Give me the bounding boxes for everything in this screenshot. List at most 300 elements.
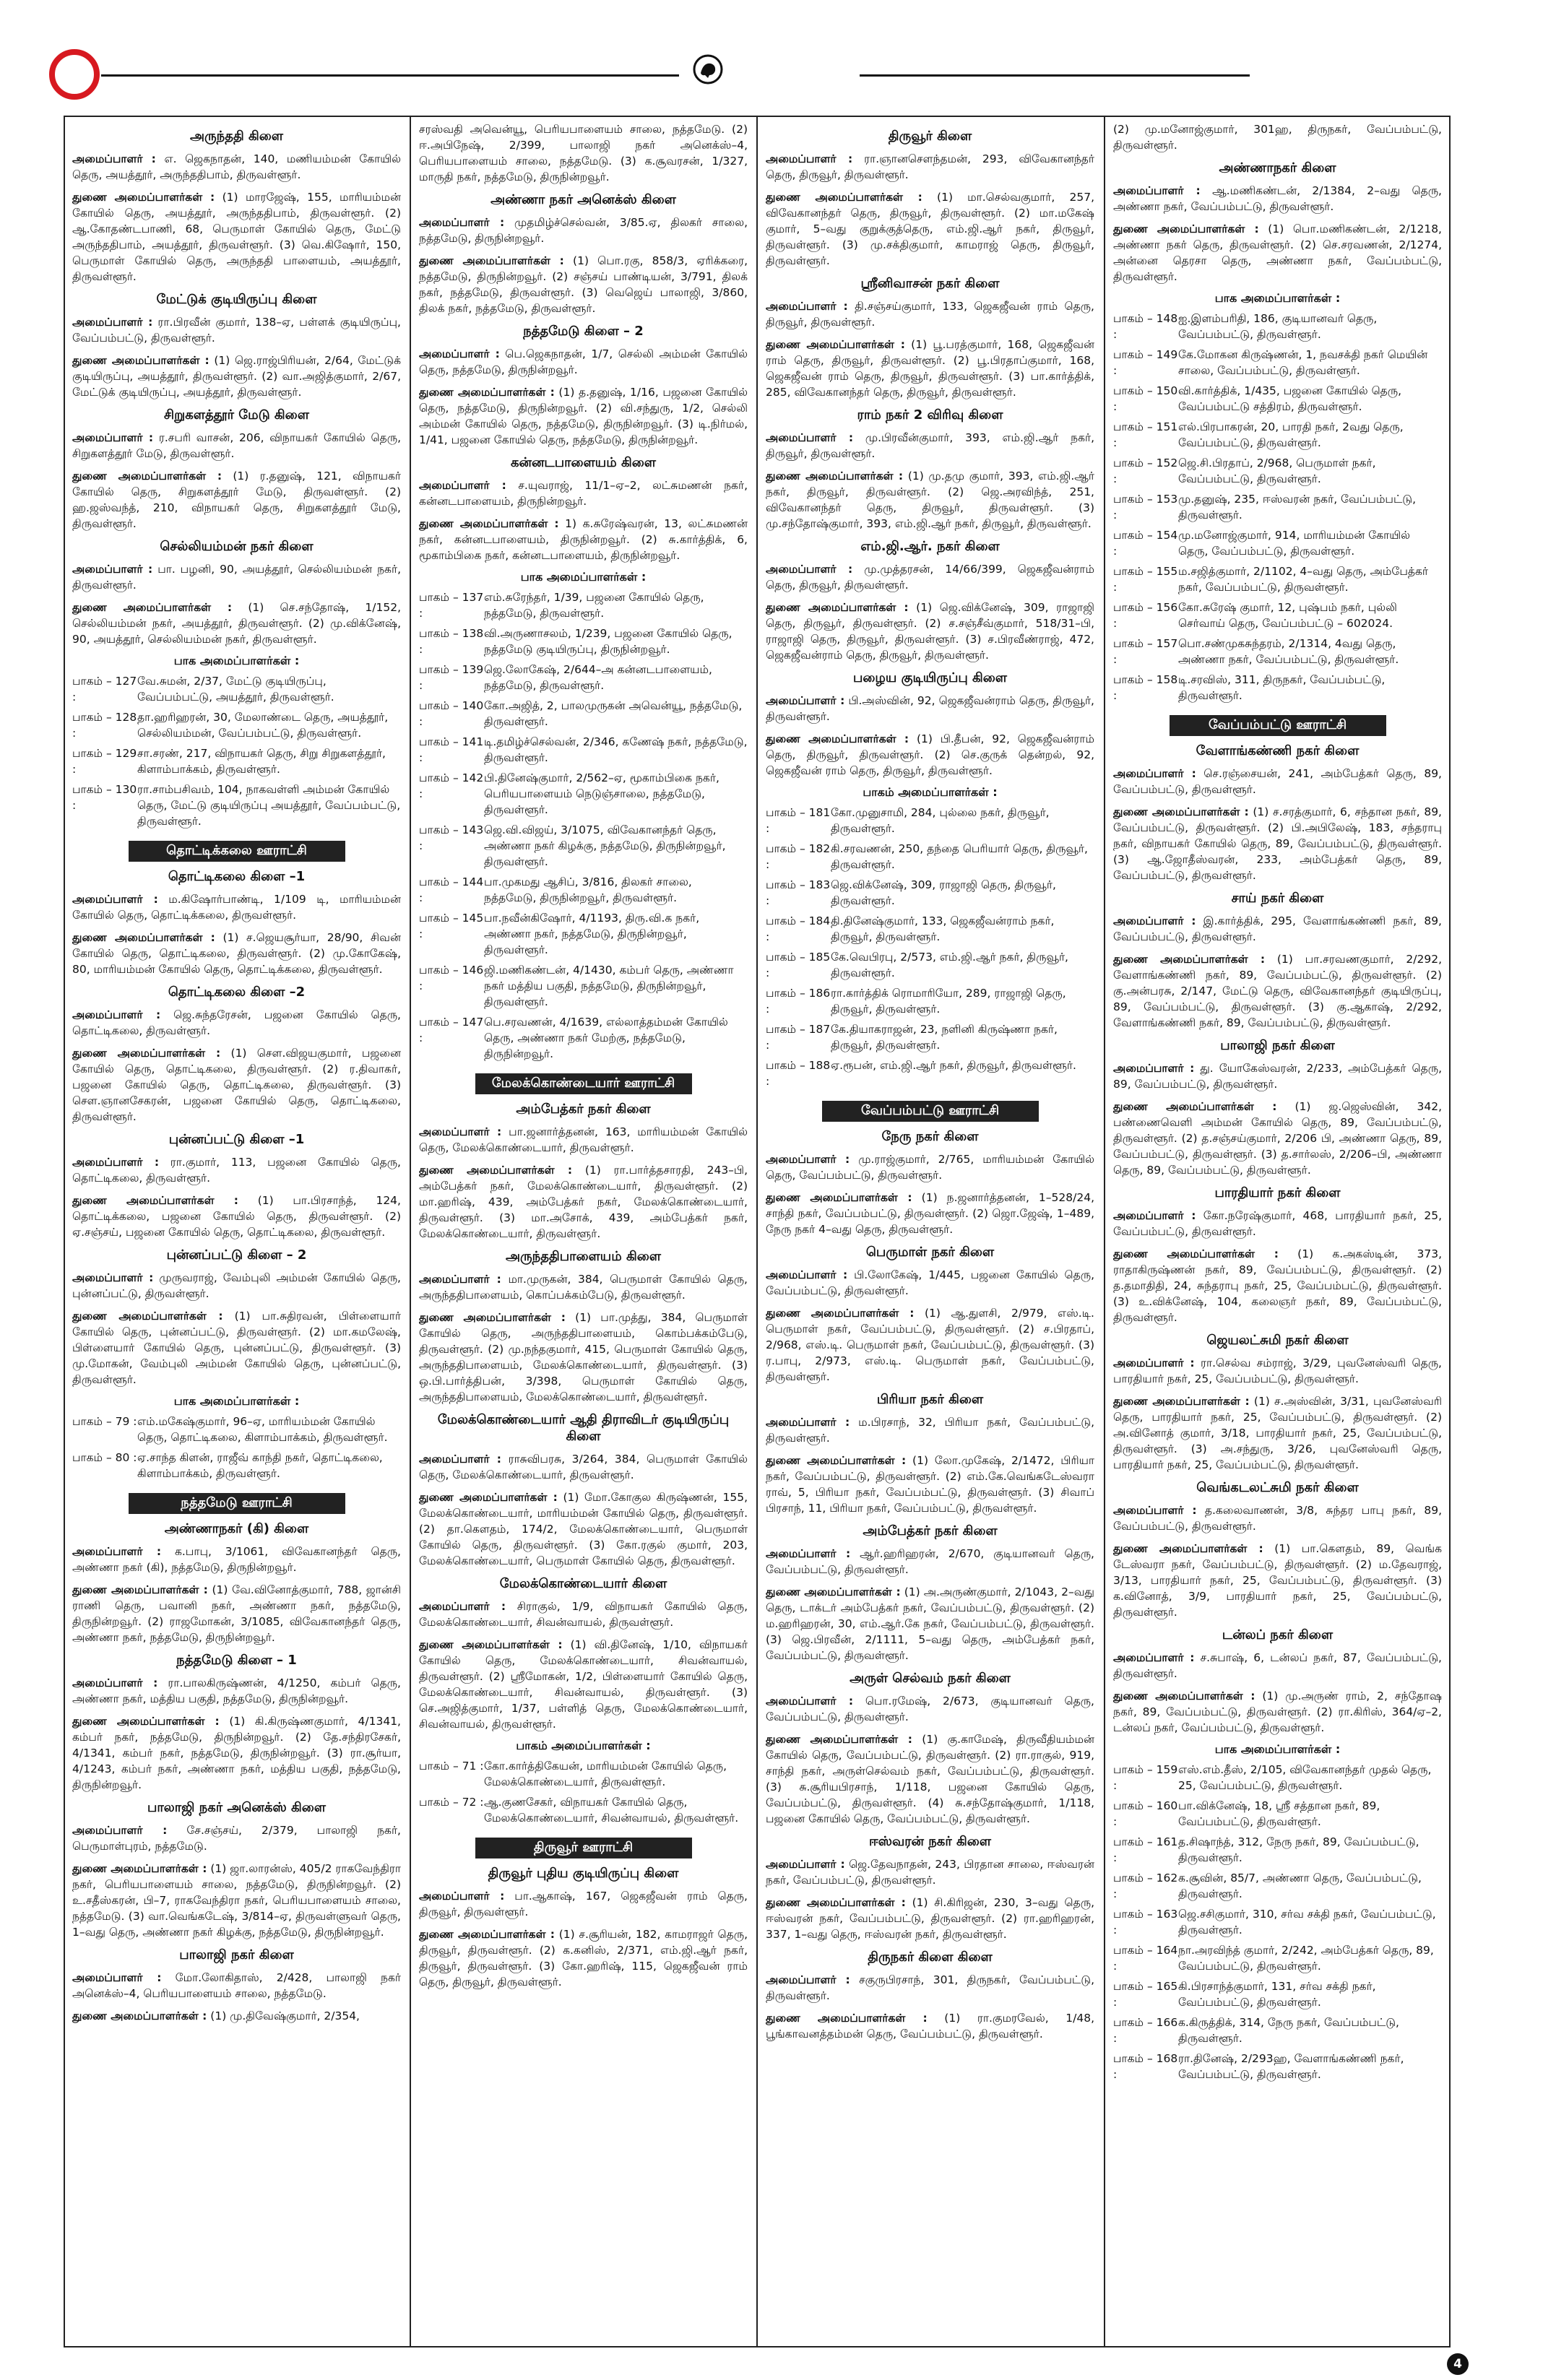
branch-heading: மேட்டுக் குடியிருப்பு கிளை [156, 292, 317, 307]
branch-heading: நத்தமேடு கிளை – 1 [176, 1653, 297, 1668]
entry-paragraph [766, 430, 1094, 462]
entry-text: ம.பிரசாந், 32, பிரியா நகர், வேப்பம்பட்டு, திருவள்ளூர். [766, 1416, 1094, 1445]
entry-text: (1) பொ.மணிகண்டன், 2/1218, அண்ணா நகர் தெரு, திருவள்ளூர். (2) செ.சரவணன், 2/1274, அன்னை தெரசா தெரு, அண்ணா நகர், வேப்பம்பட்டு, திருவள்ளூர். [1113, 222, 1442, 283]
branch-heading: டன்லப் நகர் கிளை [1222, 1627, 1334, 1643]
entry-role-label: அமைப்பாளர் : [72, 1971, 162, 1984]
branch-heading: அம்பேத்கர் நகர் கிளை [863, 1523, 998, 1539]
entry-paragraph [1113, 1502, 1442, 1534]
branch-heading: பாலாஜி நகர் அனெக்ஸ் கிளை [147, 1800, 327, 1815]
entry-text: (1) கி.கிருஷ்ணகுமார், 4/1341, கம்பர் நகர், நத்தமேடு, திருநின்றவூர். (2) தே.சந்திரசேகர், 4/1341, கம்பர் நகர், நத்தமேடு, திருநின்றவூர். (3) ரா.சூர்யா, 4/1243, கம்பர் நகர், அண்ணா நகர், மத்திய பகுதி, நத்தமேடு, திருநின்றவூர். [72, 1715, 401, 1791]
booth-entry-text: வி.அருணாசலம், 1/239, பஜனை கோயில் தெரு, நத்தமேடு குடியிருப்பு, திருநின்றவூர். [484, 627, 732, 656]
entry-paragraph [419, 477, 748, 509]
booth-entry [1113, 1870, 1442, 1902]
entry-role-label: அமைப்பாளர் : [766, 1268, 848, 1281]
entry-role-label: அமைப்பாளர் : [1113, 1651, 1195, 1664]
entry-text: ஜெ.சுந்தரேசன், பஜனை கோயில் தெரு, தொட்டிகலை, திருவள்ளூர். [72, 1008, 401, 1037]
entry-text: ரா.பாலகிருஷ்ணன், 4/1250, கம்பர் தெரு, அண்ணா நகர், மத்திய பகுதி, நத்தமேடு, திருநின்றவூர். [72, 1676, 401, 1705]
entry-paragraph [1113, 913, 1442, 945]
entry-text: ரா.பிரவீன் குமார், 138–ஏ, பள்ளக் குடியிருப்பு, வேப்பம்பட்டு, திருவள்ளூர். [72, 316, 401, 345]
panchayat-band-heading: தொட்டிக்கலை ஊராட்சி [129, 841, 345, 862]
branch-heading: பாரதியார் நகர் கிளை [1214, 1185, 1341, 1200]
entry-role-label: துணை அமைப்பாளர்கள் : [72, 1194, 238, 1207]
entry-paragraph [766, 1151, 1094, 1183]
entry-role-label: துணை அமைப்பாளர்கள் : [1113, 1542, 1263, 1555]
entry-paragraph [766, 1856, 1094, 1888]
entry-paragraph [72, 1822, 401, 1854]
booth-entry [419, 589, 748, 621]
panchayat-band-heading: நத்தமேடு ஊராட்சி [129, 1493, 345, 1514]
booth-entry [766, 985, 1094, 1017]
entry-text: (1) சி.கிரிஜன், 230, 3–வது தெரு, ஈஸ்வரன் நகர், வேப்பம்பட்டு, திருவள்ளூர். (2) ரா.ஹரிஹரன், 337, 1–வது தெரு, ஈஸ்வரன் நகர், திருவள்ளூர். [766, 1896, 1094, 1941]
entry-role-label: துணை அமைப்பாளர்கள் : [419, 386, 555, 399]
booth-number-label: பாகம் – 150 : [1113, 384, 1178, 413]
text-column-2 [419, 121, 748, 2339]
logo-circle-icon [49, 49, 100, 100]
booth-entry [72, 782, 401, 829]
booth-number-label: பாகம் – 166 : [1113, 2016, 1178, 2045]
entry-text: (1) ரா.குமரவேல், 1/48, பூங்காவனத்தம்மன் தெரு, வேப்பம்பட்டு, திருவள்ளூர். [766, 2012, 1094, 2041]
booth-entry-text: பா.விக்னேஷ், 18, ஸ்ரீ சத்தான நகர், 89, வேப்பம்பட்டு, திருவள்ளூர். [1178, 1799, 1380, 1828]
entry-role-label: துணை அமைப்பாளர்கள் : [419, 1491, 558, 1504]
booth-entry [1113, 1978, 1442, 2010]
entry-paragraph [1113, 1650, 1442, 1682]
booth-entry [766, 805, 1094, 836]
entry-role-label: அமைப்பாளர் : [1113, 184, 1201, 197]
booth-entry [1113, 1834, 1442, 1866]
entry-paragraph [72, 468, 401, 532]
branch-heading: வெங்கடலட்சுமி நகர் கிளை [1196, 1480, 1359, 1495]
entry-text: ரா.குமார், 113, பஜனை கோயில் தெரு, தொட்டிகலை, திருவள்ளூர். [72, 1156, 401, 1185]
entry-paragraph [72, 189, 401, 285]
booth-entry [419, 910, 748, 958]
entry-paragraph [419, 1888, 748, 1920]
booth-number-label: பாகம் – 149 : [1113, 348, 1178, 377]
subsection-heading: பாக அமைப்பாளர்கள் : [1214, 291, 1341, 305]
booth-entry [419, 698, 748, 730]
entry-role-label: அமைப்பாளர் : [1113, 767, 1196, 780]
booth-entry [1113, 672, 1442, 704]
entry-paragraph [1113, 766, 1442, 797]
entry-role-label: துணை அமைப்பாளர்கள் : [1113, 1395, 1250, 1408]
entry-text: மு.முத்தரசன், 14/66/399, ஜெகஜீவன்ராம் தெரு, திருவூர், திருவள்ளூர். [766, 563, 1094, 592]
booth-number-label: பாகம் – 181 : [766, 806, 831, 835]
booth-number-label: பாகம் – 79 : [72, 1415, 137, 1428]
booth-number-label: பாகம் – 165 : [1113, 1980, 1178, 2009]
entry-paragraph [72, 1713, 401, 1793]
booth-entry [766, 913, 1094, 945]
entry-text: (1) ர.தனுஷ், 121, விநாயகர் கோயில் தெரு, சிறுகளத்தூர் மேடு, திருவள்ளூர். (2) ஹ.ஜஸ்வந்த், 210, விநாயகர் தெரு, சிறுகளத்தூர் மேடு, திருவள்ளூர். [72, 469, 401, 530]
entry-text: இ.கார்த்திக், 295, வேளாங்கண்ணி நகர், 89, வேப்பம்பட்டு, திருவள்ளூர். [1113, 914, 1442, 943]
booth-entry-text: நா.அரவிந்த் குமார், 2/242, அம்பேத்கர் தெரு, 89, வேப்பம்பட்டு, திருவள்ளூர். [1178, 1944, 1434, 1973]
booth-entry [1113, 2051, 1442, 2082]
booth-entry-text: எஸ்.எம்.தீஸ், 2/105, விவேகானந்தர் முதல் தெரு, 25, வேப்பம்பட்டு, திருவள்ளூர். [1178, 1763, 1432, 1792]
booth-number-label: பாகம் – 187 : [766, 1023, 831, 1052]
booth-number-label: பாகம் – 158 : [1113, 673, 1178, 702]
entry-paragraph [1113, 1246, 1442, 1325]
booth-entry-text: வே.சுமன், 2/37, மேட்டு குடியிருப்பு, வேப்பம்பட்டு, அயத்தூர், திருவள்ளூர். [137, 675, 334, 704]
entry-role-label: அமைப்பாளர் : [419, 479, 506, 492]
booth-entry [1113, 347, 1442, 378]
booth-entry-text: பொ.சண்முகசுந்தரம், 2/1314, 4வது தெரு, அண்ணா நகர், வேப்பம்பட்டு, திருவள்ளூர். [1178, 637, 1399, 666]
header-rule-left [101, 74, 679, 77]
entry-paragraph [766, 1895, 1094, 1942]
entry-paragraph [766, 731, 1094, 779]
entry-text: 1) க.சுரேஷ்வரன், 13, லட்சுமணன் நகர், கன்னடபாளையம், திருநின்றவூர். (2) சு.கார்த்திக், 6, மூகாம்பிகை நகர், கன்னடபாளையம், திருநின்றவூர். [419, 517, 748, 562]
booth-number-label: பாகம் – 139 : [419, 663, 484, 692]
text-column-3 [766, 121, 1094, 2339]
booth-entry-text: பா.முகமது ஆசிப், 3/816, திலகர் சாலை, நத்தமேடு, திருநின்றவூர், திருவள்ளூர். [484, 875, 692, 904]
branch-heading: பெருமாள் நகர் கிளை [865, 1245, 995, 1260]
entry-role-label: அமைப்பாளர் : [419, 1125, 502, 1138]
entry-role-label: துணை அமைப்பாளர்கள் : [766, 1585, 901, 1598]
entry-role-label: துணை அமைப்பாளர்கள் : [72, 191, 215, 204]
branch-heading: பாலாஜி நகர் கிளை [179, 1947, 294, 1963]
entry-paragraph [72, 891, 401, 923]
entry-text: முருவராஜ், வேம்புலி அம்மன் கோயில் தெரு, புன்னப்பட்டு, திருவள்ளூர். [72, 1271, 401, 1300]
booth-entry-text: கி.சரவணன், 250, தந்தை பெரியார் தெரு, திருவூர், திருவள்ளூர். [831, 842, 1088, 871]
entry-paragraph [419, 516, 748, 563]
branch-heading: அருந்ததி கிளை [190, 129, 283, 144]
panchayat-band-heading: மேலக்கொண்டையார் ஊராட்சி [475, 1073, 692, 1094]
booth-entry [1113, 527, 1442, 559]
entry-paragraph [419, 1271, 748, 1303]
branch-heading: திருவூர் கிளை [888, 129, 972, 144]
booth-entry-text: ஆ.குணசேகர், விநாயகர் கோயில் தெரு, மேலக்கொண்டையார், சிவன்வாயல், திருவள்ளூர். [484, 1796, 739, 1825]
entry-role-label: துணை அமைப்பாளர்கள் : [1113, 805, 1249, 818]
entry-paragraph [1113, 1355, 1442, 1387]
entry-paragraph [419, 121, 748, 185]
booth-entry [419, 734, 748, 766]
entry-text: (1) க.அகஸ்டின், 373, ராதாகிருஷ்ணன் நகர், 89, வேப்பம்பட்டு, திருவள்ளூர். (2) த.தமாதிதி, 24, சுந்தராபு நகர், 25, வேப்பம்பட்டு, திருவள்ளூர். (3) உ.விக்னேஷ், 104, கலைஞர் நகர், 89, வேப்பம்பட்டு, திருவள்ளூர். [1113, 1247, 1442, 1324]
entry-role-label: துணை அமைப்பாளர்கள் : [419, 1311, 566, 1324]
entry-text: (1) ஜெ.ராஜ்பிரியன், 2/64, மேட்டுக் குடியிருப்பு, அயத்தூர், திருவள்ளூர். (2) வா.அஜித்குமார், 2/67, மேட்டுக் குடியிருப்பு, அயத்தூர், திருவள்ளூர். [72, 354, 401, 399]
booth-entry-text: தா.ஹரிஹரன், 30, மேலாண்டை தெரு, அயத்தூர், செல்லியம்மன், வேப்பம்பட்டு, திருவள்ளூர். [137, 711, 389, 740]
booth-entry [766, 877, 1094, 909]
booth-number-label: பாகம் – 188 : [766, 1059, 831, 1088]
entry-text: மா.முருகன், 384, பெருமாள் கோயில் தெரு, அருந்ததிபாளையம், கொப்பக்கம்பேடு, திருவள்ளூர். [419, 1273, 748, 1302]
booth-number-label: பாகம் – 163 : [1113, 1908, 1178, 1937]
entry-paragraph [766, 600, 1094, 663]
entry-text: (1) மு.அருண் ராம், 2, சந்தோஷ நகர், 89, வேப்பம்பட்டு, திருவள்ளூர். (2) ரா.கிரிஸ், 364/ஏ–2, டன்லப் நகர், வேப்பம்பட்டு, திருவள்ளூர். [1113, 1689, 1442, 1734]
column-divider [1104, 116, 1105, 2347]
entry-text: (1) பா.சுதிரவன், பிள்ளையார் கோயில் தெரு, புன்னப்பட்டு, திருவள்ளூர். (2) மா.கமலேஷ், பிள்ளையார் கோயில் தெரு, புன்னப்பட்டு, திருவள்ளூர். (3) மு.மோகன், வேம்புலி அம்மன் கோயில் தெரு, புன்னப்பட்டு, திருவள்ளூர். [72, 1310, 401, 1386]
entry-paragraph [766, 1267, 1094, 1299]
entry-text: (1) ச.ஜெயசூர்யா, 28/90, சிவன் கோயில் தெரு, தொட்டிகலை, திருவள்ளூர். (2) மு.கோகேஷ், 80, மாரியம்மன் கோயில் தெரு, தொட்டிக்கலை, திருவள்ளூர். [72, 931, 401, 976]
entry-role-label: அமைப்பாளர் : [1113, 1504, 1197, 1517]
booth-number-label: பாகம் – 153 : [1113, 493, 1178, 522]
subsection-heading: பாக அமைப்பாளர்கள் : [520, 570, 647, 584]
panchayat-band-heading: வேப்பம்பட்டு ஊராட்சி [822, 1101, 1039, 1122]
booth-entry-text: எம்.மகேஷ்குமார், 96–ஏ, மாரியம்மன் கோயில் தெரு, தொட்டிகலை, கிளாம்பாக்கம், திருவள்ளூர். [137, 1415, 388, 1444]
booth-entry-text: ஜெ.லோகேஷ், 2/644–அ கன்னடபாளையம், நத்தமேடு, திருவள்ளூர். [484, 663, 712, 692]
entry-text: மு.ராஜ்குமார், 2/765, மாரியம்மன் கோயில் தெரு, வேப்பம்பட்டு, திருவள்ளூர். [766, 1153, 1094, 1182]
entry-paragraph [766, 151, 1094, 183]
branch-heading: அண்ணாநகர் கிளை [1219, 160, 1336, 176]
entry-paragraph [766, 468, 1094, 532]
booth-entry-text: கே.தியாகராஜன், 23, நளினி கிருஷ்ணா நகர், திருவூர், திருவள்ளூர். [831, 1023, 1058, 1052]
booth-entry-text: ஐ.இளம்பரிதி, 186, குடியானவர் தெரு, வேப்பம்பட்டு, திருவள்ளூர். [1178, 312, 1378, 341]
booth-number-label: பாகம் – 162 : [1113, 1871, 1178, 1900]
entry-role-label: துணை அமைப்பாளர்கள் : [72, 1583, 208, 1596]
branch-heading: சிறுகளத்தூர் மேடு கிளை [164, 407, 309, 423]
booth-entry [1113, 491, 1442, 523]
entry-paragraph [419, 1637, 748, 1732]
booth-entry [419, 962, 748, 1010]
branch-heading: அண்ணா நகர் அனெக்ஸ் கிளை [490, 192, 676, 207]
entry-role-label: துணை அமைப்பாளர்கள் : [766, 469, 904, 483]
entry-paragraph [766, 1453, 1094, 1516]
booth-entry-text: ரா.சாம்பசிவம், 104, நாகவள்ளி அம்மன் கோயில் தெரு, மேட்டு குடியிருப்பு அயத்தூர், வேப்பம்பட்டு, திருவள்ளூர். [137, 783, 401, 828]
entry-role-label: துணை அமைப்பாளர்கள் : [766, 1191, 912, 1204]
entry-paragraph [766, 337, 1094, 400]
booth-entry [72, 1414, 401, 1445]
booth-entry [72, 709, 401, 741]
panchayat-band-heading: திருவூர் ஊராட்சி [475, 1838, 692, 1858]
entry-role-label: துணை அமைப்பாளர்கள் : [766, 601, 909, 614]
entry-role-label: துணை அமைப்பாளர்கள் : [766, 1454, 907, 1467]
entry-text: (1) பொ.ரகு, 858/3, ஏரிக்கரை, நத்தமேடு, திருநின்றவூர். (2) சஞ்சய் பாண்டியன், 3/791, திலக் நகர், நத்தமேடு, திருவள்ளூர். (3) வெஜெய் பாலாஜி, 3/860, திலக் நகர், நத்தமேடு, திருவள்ளூர். [419, 254, 748, 315]
entry-text: சிராகுல், 1/9, விநாயகர் கோயில் தெரு, மேலக்கொண்டையார், சிவன்வாயல், திருவள்ளூர். [419, 1600, 748, 1629]
booth-entry [419, 770, 748, 818]
entry-paragraph [72, 1582, 401, 1645]
entry-role-label: அமைப்பாளர் : [766, 152, 853, 165]
entry-role-label: துணை அமைப்பாளர்கள் : [419, 254, 564, 267]
entry-paragraph [766, 189, 1094, 269]
entry-paragraph [72, 352, 401, 400]
booth-entry-text: கோ.கார்த்திகேயன், மாரியம்மன் கோயில் தெரு, மேலக்கொண்டையார், திருவள்ளூர். [484, 1760, 727, 1788]
entry-role-label: அமைப்பாளர் : [419, 347, 500, 360]
booth-number-label: பாகம் – 128 : [72, 711, 137, 740]
entry-text: (1) வி.தினேஷ், 1/10, விநாயகர் கோயில் தெரு, மேலக்கொண்டையார், சிவன்வாயல், திருவள்ளூர். (2) ஸ்ரீமோகன், 1/2, பிள்ளையார் கோயில் தெரு, மேலக்கொண்டையார், சிவன்வாயல், திருவள்ளூர். (3) செ.அஜித்குமார், 1/37, பள்ளித் தெரு, மேலக்கொண்டையார், சிவன்வாயல், திருவள்ளூர். [419, 1638, 748, 1731]
entry-role-label: அமைப்பாளர் : [72, 563, 153, 576]
entry-text: (1) ச.சரத்குமார், 6, சந்தான நகர், 89, வேப்பம்பட்டு, திருவள்ளூர். (2) பி.அபிலேஷ், 183, சந்தராபு நகர், விநாயகர் கோயில் தெரு, 89, வேப்பம்பட்டு, திருவள்ளூர். (3) ஆ.ஜோதீஸ்வரன், 233, அம்பேத்கர் தெரு, 89, வேப்பம்பட்டு, திருவள்ளூர். [1113, 805, 1442, 882]
booth-number-label: பாகம் – 151 : [1113, 420, 1178, 449]
entry-paragraph [1113, 1541, 1442, 1620]
entry-paragraph [72, 314, 401, 346]
entry-text: (1) மாரஜேஷ், 155, மாரியம்மன் கோயில் தெரு, அயத்தூர், அருந்ததிபாம், திருவள்ளூர். (2) ஆ.கோதண்டபாணி, 68, பெருமாள் கோயில் தெரு, மேட்டு அருந்ததிபாம், அயத்தூர், திருவள்ளூர். (3) வெ.கிஷோர், 150, பெருமாள் கோயில் தெரு, அருந்ததி பாளையம், அயத்தூர், திருவள்ளூர். [72, 191, 401, 283]
booth-entry-text: க.சூவின், 85/7, அண்ணா தெரு, வேப்பம்பட்டு, திருவள்ளூர். [1178, 1871, 1422, 1900]
booth-entry [419, 822, 748, 870]
entry-paragraph [766, 1972, 1094, 2004]
entry-role-label: துணை அமைப்பாளர்கள் : [419, 1928, 555, 1941]
entry-paragraph [766, 1305, 1094, 1385]
entry-paragraph [419, 1162, 748, 1242]
booth-entry-text: எல்.பிரபாகரன், 20, பாரதி நகர், 2வது தெரு, வேப்பம்பட்டு, திருவள்ளூர். [1178, 420, 1404, 449]
entry-role-label: அமைப்பாளர் : [766, 1973, 850, 1986]
booth-entry [1113, 1798, 1442, 1830]
panchayat-band-heading: வேப்பம்பட்டு ஊராட்சி [1170, 715, 1386, 736]
entry-role-label: துணை அமைப்பாளர்கள் : [419, 517, 559, 530]
entry-text: மோ.லோகிதாஸ், 2/428, பாலாஜி நகர் அனெக்ஸ்–4, பெரியபாளையம் சாலை, நத்தமேடு. [72, 1971, 401, 2000]
booth-entry-text: ஜெ.சி.பிரதாப், 2/968, பெருமாள் நகர், வேப்பம்பட்டு, திருவள்ளூர். [1178, 456, 1376, 485]
entry-role-label: அமைப்பாளர் : [766, 1695, 854, 1708]
entry-text: ரா.செல்வ சம்ராஜ், 3/29, புவனேஸ்வரி தெரு, பாரதியார் நகர், 25, வேப்பம்பட்டு, திருவள்ளூர். [1113, 1356, 1442, 1385]
entry-paragraph [766, 693, 1094, 724]
entry-text: (1) ஜெ.விக்னேஷ், 309, ராஜாஜி தெரு, திருவூர், திருவள்ளூர். (2) ச.சஞ்சீவ்குமார், 518/31–பி, ராஜாஜி தெரு, திருவூர், திருவள்ளூர். (3) ச.பிரவீண்ராஜ், 472, ஜெகஜீவன்ராம் தெரு, திருவூர், திருவள்ளூர். [766, 601, 1094, 662]
entry-text: (1) பி.தீபன், 92, ஜெகஜீவன்ராம் தெரு, திருவூர், திருவள்ளூர். (2) செ.குருக் தென்றல், 92, ஜெகஜீவன் ராம் தெரு, திருவூர், திருவள்ளூர். [766, 732, 1094, 777]
booth-number-label: பாகம் – 159 : [1113, 1763, 1178, 1792]
entry-paragraph [766, 1693, 1094, 1725]
branch-heading: ஜெயலட்சுமி நகர் கிளை [1206, 1333, 1349, 1348]
entry-paragraph [419, 1926, 748, 1990]
entry-role-label: அமைப்பாளர் : [72, 431, 154, 444]
header-rule-right [860, 74, 1250, 77]
booth-entry [1113, 563, 1442, 595]
entry-paragraph [1113, 951, 1442, 1031]
booth-entry-text: ரா.கார்த்திக் ரொமாரியோ, 289, ராஜாஜி தெரு, திருவூர், திருவள்ளூர். [831, 987, 1066, 1016]
entry-role-label: துணை அமைப்பாளர்கள் : [766, 1896, 906, 1909]
page-number: 4 [1447, 2353, 1469, 2375]
emblem-icon [692, 53, 724, 85]
entry-text: மு.பிரவீன்குமார், 393, எம்.ஜி.ஆர் நகர், திருவூர், திருவள்ளூர். [766, 431, 1094, 460]
entry-paragraph [766, 1584, 1094, 1663]
entry-text: (1) பூ.பரத்குமார், 168, ஜெகஜீவன் ராம் தெரு, திருவூர், திருவள்ளூர். (2) பூ.பிரதாப்குமார், 168, ஜெகஜீவன் ராம் தெரு, திருவூர், திருவள்ளூர். (3) பா.கார்த்திக், 285, விவேகானந்தர் தெரு, திருவூர், திருவள்ளூர். [766, 338, 1094, 399]
branch-heading: பழைய குடியிருப்பு கிளை [852, 670, 1008, 685]
entry-role-label: துணை அமைப்பாளர்கள் : [766, 191, 922, 204]
entry-role-label: துணை அமைப்பாளர்கள் : [72, 601, 233, 614]
booth-entry [1113, 455, 1442, 487]
entry-role-label: துணை அமைப்பாளர்கள் : [72, 354, 209, 367]
booth-entry-text: பெ.சரவணன், 4/1639, எல்லாத்தம்மன் கோயில் தெரு, அண்ணா நகர் மேற்கு, நத்தமேடு, திருநின்றவூர். [484, 1016, 728, 1060]
branch-heading: எம்.ஜி.ஆர். நகர் கிளை [860, 539, 1000, 554]
booth-entry-text: வி.கார்த்திக், 1/435, பஜனை கோயில் தெரு, வேப்பம்பட்டு சத்திரம், திருவள்ளூர். [1178, 384, 1402, 413]
entry-paragraph [1113, 1208, 1442, 1239]
entry-role-label: அமைப்பாளர் : [1113, 1209, 1196, 1222]
booth-entry [419, 662, 748, 693]
subsection-heading: பாக அமைப்பாளர்கள் : [1214, 1742, 1341, 1756]
entry-role-label: துணை அமைப்பாளர்கள் : [766, 338, 905, 351]
entry-paragraph [1113, 1060, 1442, 1092]
booth-entry [1113, 383, 1442, 415]
entry-text: ச.சுபாஷ், 6, டன்லப் நகர், 87, வேப்பம்பட்டு, திருவள்ளூர். [1113, 1651, 1442, 1680]
branch-heading: பிரியா நகர் கிளை [876, 1392, 984, 1407]
entry-text: பா.ஜனார்த்தனன், 163, மாரியம்மன் கோயில் தெரு, மேலக்கொண்டையார், திருவள்ளூர். [419, 1125, 748, 1154]
entry-role-label: அமைப்பாளர் : [1113, 1062, 1195, 1075]
booth-number-label: பாகம் – 142 : [419, 771, 484, 800]
entry-paragraph [1113, 183, 1442, 215]
entry-text: (1) மா.செல்வகுமார், 257, விவேகானந்தர் தெரு, திருவூர், திருவள்ளூர். (2) மா.மகேஷ் குமார், 5–வது குறுக்குத்தெரு, எம்.ஜி.ஆர் நகர், திருவூர், திருவள்ளூர். (3) மு.சக்திகுமார், காமராஜ் தெரு, திருவூர், திருவள்ளூர். [766, 191, 1094, 267]
booth-number-label: பாகம் – 72 : [419, 1796, 484, 1809]
entry-role-label: அமைப்பாளர் : [766, 694, 845, 707]
booth-entry-text: டி.சரவிஸ், 311, திருநகர், வேப்பம்பட்டு, திருவள்ளூர். [1178, 673, 1386, 702]
entry-paragraph [419, 384, 748, 448]
branch-heading: திருவூர் புதிய குடியிருப்பு கிளை [488, 1866, 679, 1881]
subsection-heading: பாக அமைப்பாளர்கள் : [173, 1394, 300, 1408]
entry-role-label: துணை அமைப்பாளர்கள் : [766, 1307, 915, 1320]
entry-paragraph [72, 1193, 401, 1240]
entry-paragraph [419, 253, 748, 316]
branch-heading: செல்லியம்மன் நகர் கிளை [160, 539, 314, 554]
entry-text: (1) கு.காமேஷ், திருவீதியம்மன் கோயில் தெரு, வேப்பம்பட்டு, திருவள்ளூர். (2) ரா.ராகுல், 919, சாந்தி நகர், அருள்செல்வம் நகர், வேப்பம்பட்டு, திருவள்ளூர். (3) சு.சூரியபிரசாந், 1/118, பஜனை கோயில் தெரு, வேப்பம்பட்டு, திருவள்ளூர். (4) சு.சந்தோஷ்குமார், 1/118, பஜனை கோயில் தெரு, வேப்பம்பட்டு, திருவள்ளூர். [766, 1733, 1094, 1825]
branch-heading: புன்னப்பட்டு கிளை –1 [168, 1132, 305, 1147]
entry-role-label: அமைப்பாளர் : [766, 563, 853, 576]
entry-role-label: துணை அமைப்பாளர்கள் : [1113, 1247, 1279, 1260]
entry-text: (1) ஜா.லாரன்ஸ், 405/2 ராகவேந்திரா நகர், பெரியபாளையம் சாலை, நத்தமேடு, திருநின்றவூர். (2) உ.சதீஸ்கரன், பி–7, ராகவேந்திரா நகர், பெரியபாளையம் சாலை, நத்தமேடு. (3) வா.வெங்கடேஷ், 3/814–ஏ, திருவள்ளுவர் தெரு, 1–வது தெரு, அண்ணா நகர் கிழக்கு, நத்தமேடு, திருநின்றவூர். [72, 1862, 401, 1939]
booth-entry-text: சா.சரண், 217, விநாயகர் தெரு, சிறு சிறுகளத்தூர், கிளாம்பாக்கம், திருவள்ளூர். [137, 747, 386, 776]
entry-text: (1) லோ.முகேஷ், 2/1472, பிரியா நகர், வேப்பம்பட்டு, திருவள்ளூர். (2) எம்.கே.வெங்கடேஸ்வரா ராவ், 5, பிரியா நகர், வேப்பம்பட்டு, திருவள்ளூர். (3) சிவாப் பிரசாந், 11, பிரியா நகர், வேப்பம்பட்டு, திருவள்ளூர். [766, 1454, 1094, 1515]
booth-entry [766, 1057, 1094, 1089]
booth-number-label: பாகம் – 161 : [1113, 1835, 1178, 1864]
booth-entry-text: மு.தனுஷ், 235, ஈஸ்வரன் நகர், வேப்பம்பட்டு, திருவள்ளூர். [1178, 493, 1417, 522]
booth-entry-text: ஜெ.சசிகுமார், 310, சர்வ சக்தி நகர், வேப்பம்பட்டு, திருவள்ளூர். [1178, 1908, 1436, 1937]
entry-text: (1) ஆ.துளசி, 2/979, எஸ்.டி. பெருமாள் நகர், வேப்பம்பட்டு, திருவள்ளூர். (2) ச.பிரதாப், 2/968, எஸ்.டி. பெருமாள் நகர், வேப்பம்பட்டு, திருவள்ளூர். (3) ர.பாபு, 2/973, எஸ்.டி. பெருமாள் நகர், வேப்பம்பட்டு, திருவள்ளூர். [766, 1307, 1094, 1383]
entry-role-label: துணை அமைப்பாளர்கள் : [72, 1862, 207, 1875]
entry-role-label: துணை அமைப்பாளர்கள் : [72, 1047, 221, 1060]
booth-number-label: பாகம் – 157 : [1113, 637, 1178, 666]
branch-heading: மேலக்கொண்டையார் கிளை [499, 1576, 667, 1591]
entry-text: (1) சௌ.விஜயகுமார், பஜனை கோயில் தெரு, தொட்டிகலை, திருவள்ளூர். (2) ர.திவாகர், பஜனை கோயில் தெரு, தொட்டிகலை, திருவள்ளூர். (3) சௌ.ஞானசேகரன், பஜனை கோயில் தெரு, தொட்டிகலை, திருவள்ளூர். [72, 1047, 401, 1123]
entry-paragraph [1113, 1099, 1442, 1178]
booth-number-label: பாகம் – 138 : [419, 627, 484, 656]
entry-paragraph [72, 930, 401, 977]
entry-text: ஆ.மணிகண்டன், 2/1384, 2–வது தெரு, அண்ணா நகர், வேப்பம்பட்டு, திருவள்ளூர். [1113, 184, 1442, 213]
entry-paragraph [72, 1045, 401, 1125]
booth-entry [72, 673, 401, 705]
entry-paragraph [766, 1190, 1094, 1237]
entry-paragraph [1113, 804, 1442, 883]
entry-role-label: அமைப்பாளர் : [766, 1858, 845, 1871]
text-column-4 [1113, 121, 1442, 2339]
branch-heading: சாய் நகர் கிளை [1231, 891, 1324, 906]
booth-entry-text: ஏ.சாந்த கிளன், ராஜீவ் காந்தி நகர், தொட்டிகலை, கிளாம்பாக்கம், திருவள்ளூர். [137, 1451, 383, 1480]
entry-role-label: அமைப்பாளர் : [1113, 1356, 1195, 1369]
entry-role-label: அமைப்பாளர் : [72, 893, 158, 906]
entry-role-label: அமைப்பாளர் : [766, 1416, 850, 1429]
entry-role-label: அமைப்பாளர் : [72, 1824, 168, 1837]
entry-text: ஆர்.ஹரிஹரன், 2/670, குடியானவர் தெரு, வேப்பம்பட்டு, திருவள்ளூர். [766, 1547, 1094, 1576]
booth-entry-text: கோ.சுரேஷ் குமார், 12, புஷ்பம் நகர், புல்லி செர்வாய் தெரு, வேப்பம்பட்டு – 602024. [1178, 601, 1397, 630]
entry-role-label: துணை அமைப்பாளர்கள் : [1113, 222, 1259, 235]
booth-entry-text: கோ.அஜித், 2, பாலமுருகன் அவென்யூ, நத்தமேடு, திருவள்ளூர். [484, 699, 743, 728]
branch-heading: ராம் நகர் 2 விரிவு கிளை [857, 407, 1003, 423]
entry-paragraph [419, 1598, 748, 1630]
booth-number-label: பாகம் – 168 : [1113, 2052, 1178, 2081]
booth-entry [1113, 419, 1442, 451]
booth-entry [766, 949, 1094, 981]
subsection-heading: பாகம் அமைப்பாளர்கள் : [863, 785, 998, 799]
booth-entry [1113, 600, 1442, 631]
entry-text: (1) பா.முத்து, 384, பெருமாள் கோயில் தெரு, அருந்ததிபாளையம், கொம்பக்கம்பேடு, திருவள்ளூர். (2) மு.நந்தகுமார், 415, பெருமாள் கோயில் தெரு, அருந்ததிபாளையம், மேலக்கொண்டையார், திருவள்ளூர். (3) ஒ.பி.பார்த்திபன், 3/398, பெருமாள் கோயில் தெரு, அருந்ததிபாளையம், மேலக்கொண்டையார், திருவள்ளூர். [419, 1311, 748, 1403]
booth-entry [1113, 2015, 1442, 2046]
branch-heading: அண்ணாநகர் (கி) கிளை [164, 1521, 309, 1536]
entry-text: (2) மு.மனோஜ்குமார், 301ஹ, திருநகர், வேப்பம்பட்டு, திருவள்ளூர். [1113, 123, 1442, 152]
entry-paragraph [72, 600, 401, 647]
entry-role-label: துணை அமைப்பாளர்கள் : [766, 732, 909, 745]
branch-heading: புன்னப்பட்டு கிளை – 2 [166, 1247, 307, 1263]
entry-text: து. யோகேஸ்வரன், 2/233, அம்பேத்கர் தெரு, 89, வேப்பம்பட்டு, திருவள்ளூர். [1113, 1062, 1442, 1091]
booth-number-label: பாகம் – 127 : [72, 675, 137, 704]
entry-text: முதமிழ்ச்செல்வன், 3/85.ஏ, திலகர் சாலை, நத்தமேடு, திருநின்றவூர். [419, 216, 748, 245]
branch-heading: மேலக்கொண்டையார் ஆதி திராவிடர் குடியிருப்பு கிளை [437, 1412, 730, 1444]
booth-entry-text: ம.சஜித்குமார், 2/1102, 4–வது தெரு, அம்பேத்கர் நகர், வேப்பம்பட்டு, திருவள்ளூர். [1178, 565, 1428, 594]
booth-entry-text: ஜி.மணிகண்டன், 4/1430, கம்பர் தெரு, அண்ணா நகர் மத்திய பகுதி, நத்தமேடு, திருநின்றவூர், திருவள்ளூர். [484, 964, 734, 1008]
entry-text: ர.சபரி வாசன், 206, விநாயகர் கோயில் தெரு, சிறுகளத்தூர் மேடு, திருவள்ளூர். [72, 431, 401, 460]
entry-paragraph [419, 215, 748, 246]
booth-entry [1113, 311, 1442, 342]
entry-role-label: அமைப்பாளர் : [766, 300, 848, 313]
entry-paragraph [1113, 121, 1442, 153]
entry-paragraph [766, 2010, 1094, 2042]
entry-paragraph [419, 1489, 748, 1569]
booth-number-label: பாகம் – 156 : [1113, 601, 1178, 630]
booth-entry [72, 1450, 401, 1481]
entry-role-label: துணை அமைப்பாளர்கள் : [72, 2009, 207, 2022]
entry-role-label: அமைப்பாளர் : [766, 1153, 850, 1166]
branch-heading: நத்தமேடு கிளை – 2 [523, 324, 644, 339]
entry-role-label: அமைப்பாளர் : [419, 1453, 501, 1466]
booth-entry [766, 841, 1094, 873]
entry-text: ஜெ.தேவநாதன், 243, பிரதான சாலை, ஈஸ்வரன் நகர், வேப்பம்பட்டு, திருவள்ளூர். [766, 1858, 1094, 1887]
